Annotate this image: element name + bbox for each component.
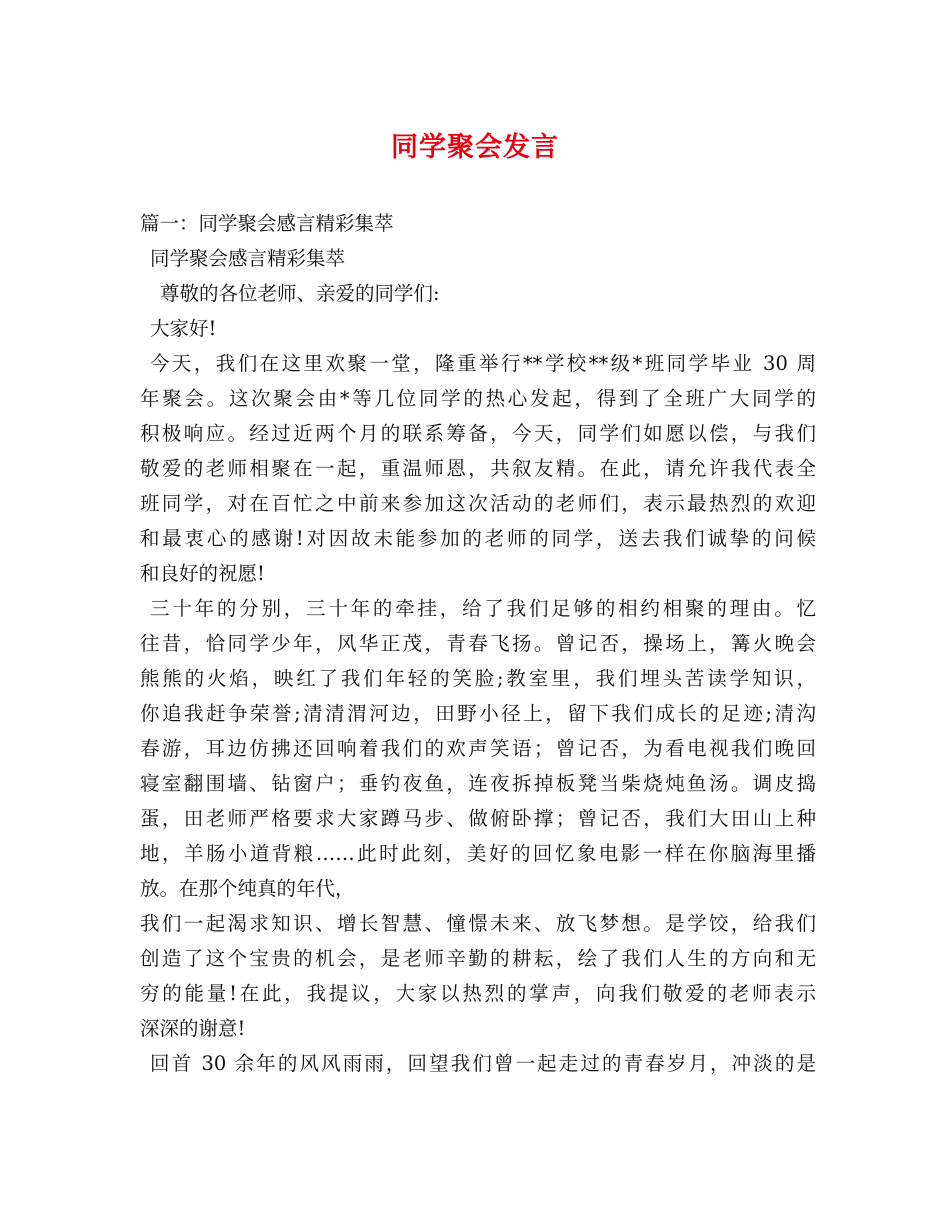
paragraph-line: 穷的能量!在此，我提议，大家以热烈的掌声，向我们敬爱的老师表示: [140, 982, 816, 1005]
paragraph-line: 深深的谢意!: [140, 1017, 246, 1040]
subheading: 同学聚会感言精彩集萃: [150, 247, 346, 270]
paragraph-line: 和良好的祝愿!: [140, 562, 265, 585]
paragraph-line: 放。在那个纯真的年代，: [140, 877, 355, 900]
section-heading: 篇一：同学聚会感言精彩集萃: [140, 212, 394, 235]
greeting: 大家好!: [150, 317, 217, 340]
salutation: 尊敬的各位老师、亲爱的同学们:: [160, 282, 440, 305]
paragraph-line: 今天，我们在这里欢聚一堂，隆重举行**学校**级*班同学毕业 30 周: [150, 352, 816, 375]
paragraph-line: 班同学，对在百忙之中前来参加这次活动的老师们，表示最热烈的欢迎: [140, 492, 816, 515]
paragraph-line: 我们一起渴求知识、增长智慧、憧憬未来、放飞梦想。是学饺，给我们: [140, 912, 816, 935]
paragraph-line: 寝室翻围墙、钻窗户；垂钓夜鱼，连夜拆掉板凳当柴烧炖鱼汤。调皮捣: [140, 772, 816, 795]
paragraph-line: 熊熊的火焰，映红了我们年轻的笑脸;教室里，我们埋头苦读学知识，: [140, 667, 816, 690]
paragraph-line: 创造了这个宝贵的机会，是老师辛勤的耕耘，绘了我们人生的方向和无: [140, 947, 816, 970]
paragraph-line: 回首 30 余年的风风雨雨，回望我们曾一起走过的青春岁月，冲淡的是: [150, 1052, 816, 1075]
document-title: 同学聚会发言: [391, 132, 559, 163]
paragraph-line: 蛋，田老师严格要求大家蹲马步、做俯卧撑；曾记否，我们大田山上种: [140, 807, 816, 830]
paragraph-line: 你追我赶争荣誉;清清渭河边，田野小径上，留下我们成长的足迹;清沟: [140, 702, 816, 725]
paragraph-line: 地，羊肠小道背粮……此时此刻，美好的回忆象电影一样在你脑海里播: [140, 842, 816, 865]
paragraph-line: 敬爱的老师相聚在一起，重温师恩，共叙友精。在此，请允许我代表全: [140, 457, 816, 480]
paragraph-line: 三十年的分别，三十年的牵挂，给了我们足够的相约相聚的理由。忆: [150, 597, 816, 620]
paragraph-line: 春游，耳边仿拂还回响着我们的欢声笑语；曾记否，为看电视我们晚回: [140, 737, 816, 760]
paragraph-line: 往昔，恰同学少年，风华正茂，青春飞扬。曾记否，操场上，篝火晚会: [140, 632, 816, 655]
document-body: [140, 206, 816, 1081]
paragraph-line: 积极响应。经过近两个月的联系筹备，今天，同学们如愿以偿，与我们: [140, 422, 816, 445]
paragraph-line: 和最衷心的感谢!对因故未能参加的老师的同学，送去我们诚挚的问候: [140, 527, 816, 550]
paragraph-line: 年聚会。这次聚会由*等几位同学的热心发起，得到了全班广大同学的: [140, 387, 816, 410]
